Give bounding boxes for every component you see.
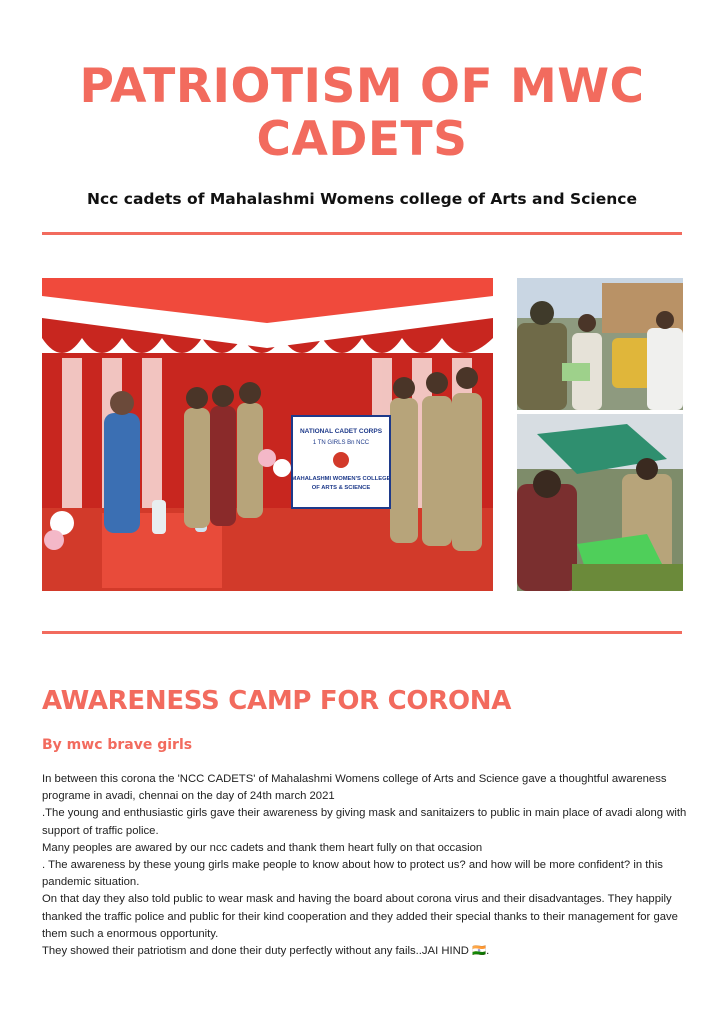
- top-divider: [42, 232, 682, 235]
- article-paragraph: On that day they also told public to wear mask and having the board about corona virus and their disadvantages. They happily thanked the traffic police and public for their kind cooperation and they added their special thanks to their management for gave them such a enormous opportunity.: [42, 893, 678, 940]
- page-title-line1: PATRIOTISM OF MWC: [79, 59, 645, 114]
- article-paragraph: Many peoples are awared by our ncc cadets and thank them heart fully on that occasion: [42, 841, 483, 854]
- page-title-line2: CADETS: [256, 112, 468, 167]
- page-title: [0, 60, 724, 166]
- article-body: [42, 771, 692, 960]
- group-photo: [42, 278, 493, 591]
- article-paragraph: In between this corona the 'NCC CADETS' of Mahalashmi Womens college of Arts and Science gave a thoughtful awareness programe in avadi, chennai on the day of 24th march 2021: [42, 773, 667, 803]
- bottom-divider: [42, 631, 682, 634]
- banner-line1: NATIONAL CADET CORPS: [299, 428, 383, 435]
- vendor-photo: [517, 414, 683, 591]
- article-heading: AWARENESS CAMP FOR CORONA: [42, 686, 512, 716]
- article-byline: By mwc brave girls: [42, 737, 193, 753]
- banner-line4: OF ARTS & SCIENCE: [311, 485, 371, 491]
- article-paragraph: . The awareness by these young girls make people to know about how to protect us? and how will be more confident? in this pandemic situation.: [42, 859, 663, 889]
- article-paragraph: .The young and enthusiastic girls gave their awareness by giving mask and sanitaizers to public in main place of avadi along with support of traffic police.: [42, 807, 687, 837]
- banner-line3: MAHALASHMI WOMEN'S COLLEGE: [291, 476, 391, 482]
- traffic-police-photo: [517, 278, 683, 410]
- banner-line2: 1 TN GIRLS Bn NCC: [312, 440, 370, 446]
- page-subtitle: Ncc cadets of Mahalashmi Womens college of Arts and Science: [87, 190, 637, 208]
- article-paragraph: They showed their patriotism and done their duty perfectly without any fails..JAI HIND 🇮🇳.: [42, 945, 490, 958]
